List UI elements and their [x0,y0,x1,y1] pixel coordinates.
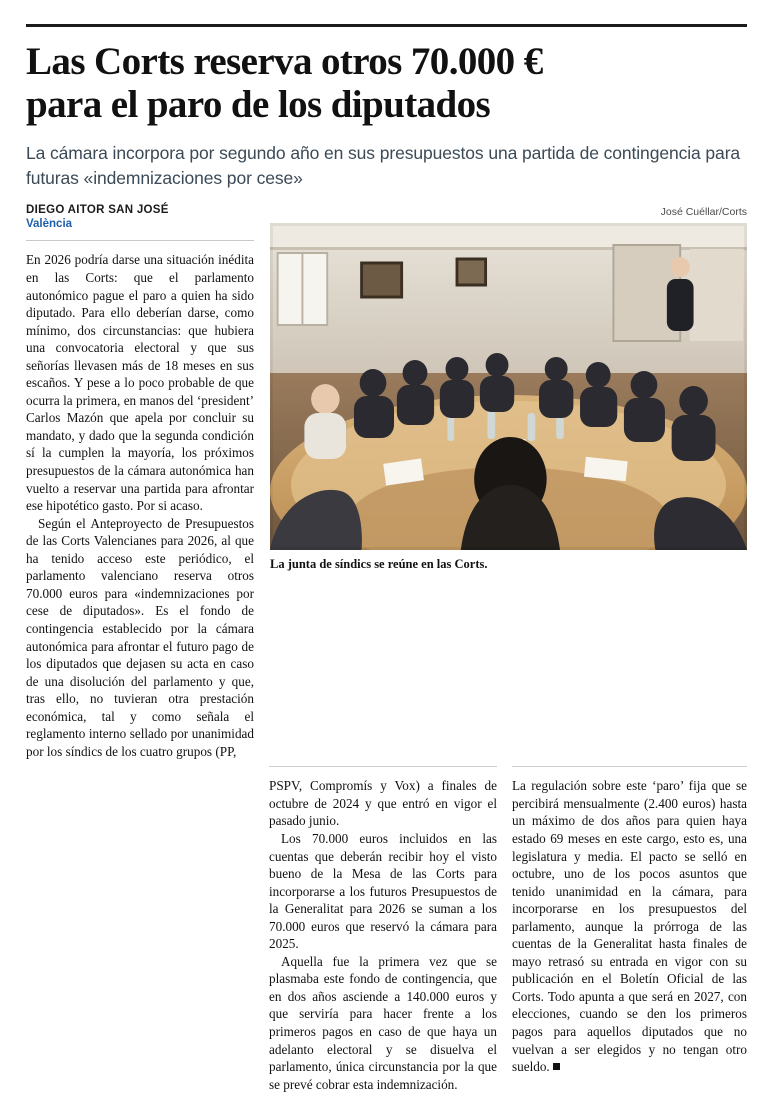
headline-line-2: para el paro de los diputados [26,82,491,126]
column-3 [512,760,747,1093]
column-divider [269,766,497,767]
paragraph [512,777,747,1075]
column-3-text [512,777,747,1075]
lower-columns [26,760,747,1093]
paragraph: En 2026 podría darse una situación inédita en las Corts: que el parlamento autonómico pague el paro a quien ha sido diputado. Para ello deberían darse, como mínimo, dos circunstancias: que hubiera una convocatoria electoral y que sus señorías llevasen más de 18 meses en sus escaños. Y pese a lo poco probable de que ocurra la primera, en manos del ‘president’ Carlos Mazón que apela por concluir su mandato, y dado que la segunda condición sí la cumplen la mayoría, los próximos presupuestos de la cámara autonómica han vuelto a reservar una partida para afrontar ese hipotético gasto. Por si acaso. [26,252,254,514]
page-title [26,41,747,127]
headline-line-1: Las Corts reserva otros 70.000 € [26,40,543,83]
photo-column [270,200,747,760]
photo-credit: José Cuéllar/Corts [660,206,747,219]
byline-and-first-column [26,200,254,760]
top-rule [26,24,747,27]
column-divider [512,766,747,767]
byline-author: DIEGO AITOR SAN JOSÉ [26,204,169,217]
end-mark [553,1063,560,1070]
paragraph: Los 70.000 euros incluidos en las cuentas que deberán recibir hoy el visto bueno de la Mesa de las Corts para incorporarse a los futuros Presupuestos de la Generalitat para 2026 se suman a los 70.000 euros que reservó la cámara para 2025. [269,830,497,952]
column-2 [269,760,497,1093]
byline-divider [26,240,254,241]
byline-location: València [26,218,73,231]
column-2-text [269,777,497,1093]
paragraph: Aquella fue la primera vez que se plasmaba este fondo de contingencia, que en dos años asciende a 140.000 euros y que serviría para hacer frente a los primeros pagos en caso de que haya un adelanto electoral y se disuelva el parlamento, única circunstancia por la que se prevé cobrar esta indemnización. [269,953,497,1092]
subheadline: La cámara incorpora por segundo año en sus presupuestos una partida de contingencia para futuras «indemnizaciones por cese» [26,142,741,188]
article-photo [270,223,747,550]
photo-caption: La junta de síndics se reúne en las Corts. [270,557,488,572]
column-1-text [26,251,254,760]
paragraph: PSPV, Compromís y Vox) a finales de octubre de 2024 y que entró en vigor el pasado junio. [269,778,497,829]
photo-wrapper [270,223,747,550]
paragraph: Según el Anteproyecto de Presupuestos de las Corts Valencianes para 2026, al que ha tenido acceso este periódico, el parlamento valenciano reserva otros 70.000 euros para «indemnizaciones por cese de diputados». Es el fondo de contingencia establecido por la cámara autonómica para afrontar el futuro pago de los diputados que dejasen su acta en caso de una disolución del parlamento y que, tras ello, no tuvieran otra prestación económica, tal y como señala el reglamento interno sellado por unanimidad por los síndics de los cuatro grupos (PP, [26,515,254,759]
paragraph-text: La regulación sobre este ‘paro’ fija que se percibirá mensualmente (2.400 euros) hasta un máximo de dos años para quien haya estado 69 meses en este cargo, esto es, una legislatura y media. El pacto se selló en octubre, uno de los pocos asuntos que tenido unanimidad en la cámara, para incorporarse en los presupuestos del parlamento, aunque la prórroga de las cuentas de la Generalitat hasta finales de mayo retrasó su entrada en vigor con su publicación en el Boletín Oficial de las Corts. Todo apunta a que será en 2027, con elecciones, cuando se den los primeros pagos para aquellos diputados que no vuelvan a ser elegidos y no tengan otro sueldo. [512,778,747,1075]
top-section [26,200,747,760]
